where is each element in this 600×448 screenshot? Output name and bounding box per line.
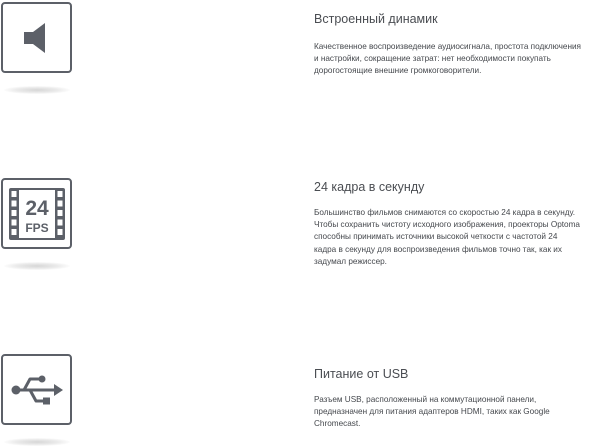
description-line: предназначен для питания адаптеров HDMI, таких как Google	[314, 407, 550, 417]
description-line: кадра в секунду для воспроизведения фильмов точно так, как их	[314, 244, 562, 254]
description-line: задумал режиссер.	[314, 256, 387, 266]
description-line: Качественное воспроизведение аудиосигнала, простота подключения	[314, 42, 581, 51]
icon-fps-label: FPS	[24, 220, 49, 235]
description-line: Чтобы сохранить чистоту исходного изображения, проекторы Optoma	[314, 220, 580, 230]
icon-shadow	[4, 86, 70, 94]
icon-fps-number: 24	[24, 196, 49, 220]
feature-title: Питание от USB	[314, 367, 409, 381]
film-24fps-icon-box	[1, 178, 72, 249]
feature-description	[314, 41, 600, 78]
usb-icon	[10, 370, 64, 410]
description-line: способны принимать источники высокой четкости с частотой 24	[314, 232, 558, 242]
description-line: Разъем USB, расположенный на коммутационной панели,	[314, 395, 537, 404]
description-line: Большинство фильмов снимаются со скоростью 24 кадра в секунду.	[314, 208, 576, 217]
feature-description	[314, 394, 600, 431]
feature-description	[314, 207, 600, 268]
icon-shadow	[4, 262, 70, 270]
film-24fps-icon	[7, 186, 67, 242]
usb-icon-box	[1, 354, 72, 425]
feature-title: Встроенный динамик	[314, 12, 438, 26]
description-line: дорогостоящие внешние громкоговорители.	[314, 66, 482, 76]
feature-title: 24 кадра в секунду	[314, 180, 425, 194]
description-line: Chromecast.	[314, 419, 361, 429]
icon-shadow	[4, 438, 70, 446]
description-line: и настройки, сокращение затрат: нет необходимости покупать	[314, 54, 551, 64]
speaker-icon-box	[1, 2, 72, 73]
speaker-icon	[20, 21, 54, 55]
